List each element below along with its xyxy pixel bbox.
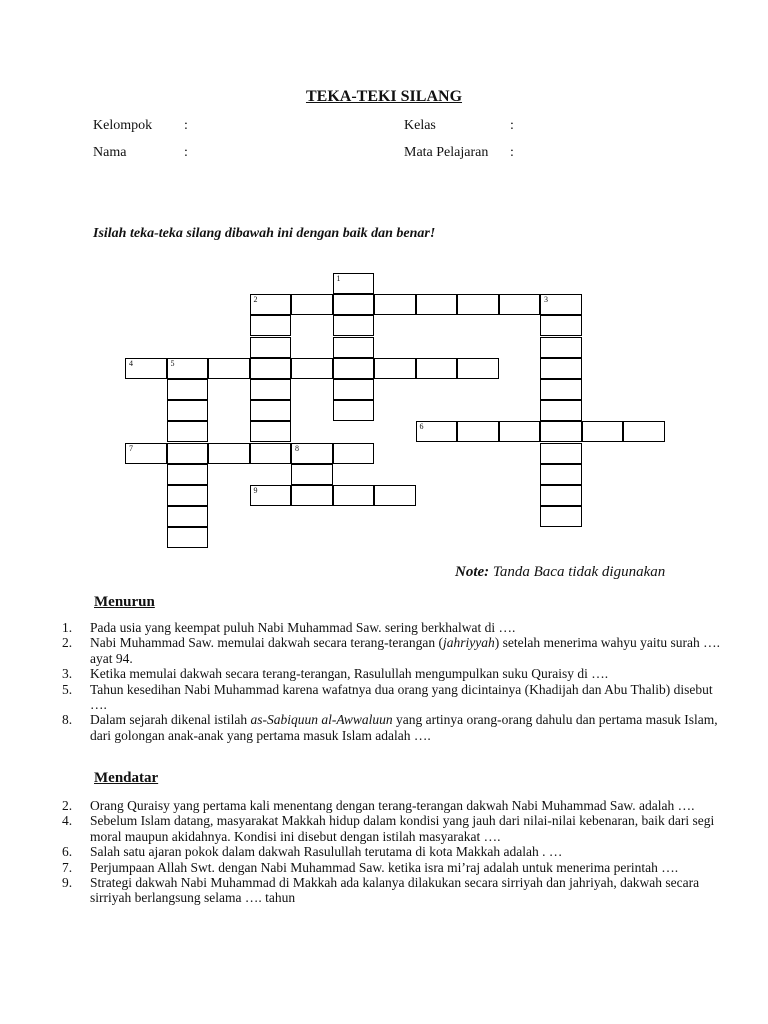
menurun-list bbox=[62, 620, 722, 743]
clue-number: 2. bbox=[62, 635, 73, 651]
crossword-cell[interactable] bbox=[540, 485, 582, 506]
crossword-cell[interactable] bbox=[374, 358, 416, 379]
crossword-cell[interactable] bbox=[374, 485, 416, 506]
clue-number-label: 5 bbox=[170, 358, 175, 368]
clue-text: Salah satu ajaran pokok dalam dakwah Rasulullah terutama di kota Makkah adalah . … bbox=[90, 844, 563, 860]
crossword-cell[interactable] bbox=[250, 400, 292, 421]
list-item bbox=[62, 682, 722, 713]
note bbox=[455, 564, 665, 581]
list-item bbox=[62, 620, 722, 635]
mendatar-heading: Mendatar bbox=[94, 770, 159, 786]
clue-number: 2. bbox=[62, 798, 73, 813]
crossword-cell[interactable] bbox=[250, 358, 292, 379]
clue-number: 8. bbox=[62, 712, 73, 728]
crossword-cell[interactable] bbox=[582, 421, 624, 442]
crossword-cell[interactable] bbox=[333, 485, 375, 506]
crossword-cell[interactable] bbox=[291, 464, 333, 485]
clue-number-label: 3 bbox=[544, 295, 548, 305]
crossword-cell[interactable] bbox=[333, 337, 375, 358]
kelas-colon: : bbox=[510, 118, 514, 133]
crossword-cell[interactable] bbox=[540, 337, 582, 358]
crossword-cell[interactable] bbox=[540, 358, 582, 379]
crossword-cell[interactable] bbox=[250, 421, 292, 442]
crossword-cell[interactable] bbox=[333, 358, 375, 379]
crossword-cell[interactable] bbox=[540, 400, 582, 421]
crossword-cell[interactable] bbox=[374, 294, 416, 315]
crossword-cell[interactable] bbox=[540, 506, 582, 527]
note-label: Note: bbox=[455, 564, 490, 580]
clue-text: Orang Quraisy yang pertama kali menentang dengan terang-terangan dakwah Nabi Muhammad Saw. adalah …. bbox=[90, 798, 695, 813]
menurun-heading: Menurun bbox=[94, 594, 155, 610]
clue-number: 5. bbox=[62, 681, 73, 697]
crossword-cell[interactable] bbox=[250, 443, 292, 464]
crossword-cell[interactable] bbox=[250, 379, 292, 400]
crossword-cell[interactable] bbox=[540, 421, 582, 442]
clue-number-label: 7 bbox=[129, 443, 133, 453]
kelas-label: Kelas bbox=[404, 118, 436, 133]
clue-text: Perjumpaan Allah Swt. dengan Nabi Muhammad Saw. ketika isra mi’raj adalah untuk menerima perintah …. bbox=[90, 859, 679, 875]
clue-number-label: 1 bbox=[336, 274, 341, 283]
crossword-cell[interactable] bbox=[416, 294, 458, 315]
clue-text: Tahun kesedihan Nabi Muhammad karena wafatnya dua orang yang dicintainya (Khadijah dan Abu Thalib) disebut …. bbox=[90, 681, 713, 713]
crossword-cell[interactable] bbox=[333, 379, 375, 400]
list-item bbox=[62, 712, 722, 743]
clue-number: 6. bbox=[62, 844, 73, 860]
clue-number: 9. bbox=[62, 875, 73, 891]
crossword-cell[interactable] bbox=[167, 400, 209, 421]
clue-number: 4. bbox=[62, 813, 73, 829]
note-text: Tanda Baca tidak digunakan bbox=[492, 564, 666, 580]
crossword-cell[interactable] bbox=[540, 294, 582, 315]
list-item bbox=[62, 635, 722, 666]
crossword-cell[interactable] bbox=[540, 379, 582, 400]
clue-number-label: 6 bbox=[419, 422, 424, 432]
crossword-cell[interactable] bbox=[540, 443, 582, 464]
crossword-cell[interactable] bbox=[416, 421, 458, 442]
clue-text: ) setelah menerima wahyu yaitu surah …. ayat 94. bbox=[90, 635, 721, 666]
clue-text: Ketika memulai dakwah secara terang-terangan, Rasulullah mengumpulkan suku Quraisy di …. bbox=[90, 666, 609, 682]
crossword-cell[interactable] bbox=[125, 358, 167, 379]
crossword-cell[interactable] bbox=[167, 358, 209, 379]
crossword-cell[interactable] bbox=[540, 315, 582, 336]
crossword-cell[interactable] bbox=[167, 421, 209, 442]
list-item bbox=[62, 666, 722, 681]
crossword-cell[interactable] bbox=[457, 294, 499, 315]
crossword-cell[interactable] bbox=[333, 315, 375, 336]
crossword-cell[interactable] bbox=[167, 443, 209, 464]
clue-italic: as-Sabiquun al-Awwaluun bbox=[250, 712, 393, 728]
crossword-cell[interactable] bbox=[250, 315, 292, 336]
clue-text: Sebelum Islam datang, masyarakat Makkah hidup dalam kondisi yang jauh dari nilai-nilai kebenaran, baik dari segi moral maupun akidahnya. Kondisi ini disebut dengan istilah masyarakat …. bbox=[90, 813, 715, 844]
crossword-cell[interactable] bbox=[208, 358, 250, 379]
crossword-cell[interactable] bbox=[250, 337, 292, 358]
clue-italic: jahriyyah bbox=[442, 635, 495, 651]
list-item bbox=[62, 798, 722, 813]
crossword-cell[interactable] bbox=[291, 485, 333, 506]
clue-text: Dalam sejarah dikenal istilah bbox=[90, 712, 251, 728]
page-title: TEKA-TEKI SILANG bbox=[305, 88, 463, 105]
clue-number-label: 4 bbox=[129, 358, 133, 368]
nama-colon: : bbox=[184, 145, 188, 160]
crossword-cell[interactable] bbox=[457, 358, 499, 379]
list-item bbox=[62, 875, 722, 906]
clue-number: 1. bbox=[62, 620, 73, 635]
crossword-cell[interactable] bbox=[623, 421, 665, 442]
crossword-cell[interactable] bbox=[333, 294, 375, 315]
kelompok-colon: : bbox=[184, 118, 188, 133]
crossword-cell[interactable] bbox=[333, 400, 375, 421]
mendatar-list bbox=[62, 798, 722, 906]
crossword-cell[interactable] bbox=[333, 273, 375, 294]
mapel-label: Mata Pelajaran bbox=[404, 145, 489, 160]
crossword-cell[interactable] bbox=[167, 527, 209, 548]
crossword-cell[interactable] bbox=[291, 294, 333, 315]
mapel-colon: : bbox=[510, 145, 514, 160]
crossword-cell[interactable] bbox=[250, 294, 292, 315]
crossword-cell[interactable] bbox=[333, 443, 375, 464]
clue-number: 7. bbox=[62, 859, 73, 875]
clue-number-label: 9 bbox=[253, 486, 258, 495]
clue-text: Nabi Muhammad Saw. memulai dakwah secara terang-terangan ( bbox=[90, 635, 443, 651]
clue-text: Pada usia yang keempat puluh Nabi Muhammad Saw. sering berkhalwat di …. bbox=[90, 620, 516, 635]
nama-label: Nama bbox=[93, 145, 127, 160]
clue-number-label: 8 bbox=[295, 443, 299, 453]
crossword-cell[interactable] bbox=[167, 506, 209, 527]
crossword-cell[interactable] bbox=[125, 443, 167, 464]
crossword-cell[interactable] bbox=[250, 485, 292, 506]
clue-text: Strategi dakwah Nabi Muhammad di Makkah ada kalanya dilakukan secara sirriyah dan jahriyah, dakwah secara sirriyah berlangsung selama …. tahun bbox=[90, 875, 700, 906]
crossword-cell[interactable] bbox=[291, 358, 333, 379]
clue-text: yang artinya orang-orang dahulu dan pertama masuk Islam, dari golongan anak-anak yang pertama masuk Islam adalah …. bbox=[90, 712, 718, 743]
list-item bbox=[62, 860, 722, 875]
instruction: Isilah teka-teka silang dibawah ini dengan baik dan benar! bbox=[93, 226, 436, 241]
clue-number-label: 2 bbox=[253, 295, 258, 305]
crossword-cell[interactable] bbox=[540, 464, 582, 485]
crossword-cell[interactable] bbox=[499, 294, 541, 315]
crossword-cell[interactable] bbox=[167, 485, 209, 506]
crossword-cell[interactable] bbox=[291, 443, 333, 464]
crossword-cell[interactable] bbox=[167, 464, 209, 485]
kelompok-label: Kelompok bbox=[93, 118, 153, 133]
clue-number: 3. bbox=[62, 666, 73, 682]
crossword-cell[interactable] bbox=[167, 379, 209, 400]
crossword-cell[interactable] bbox=[416, 358, 458, 379]
crossword-cell[interactable] bbox=[208, 443, 250, 464]
crossword-cell[interactable] bbox=[457, 421, 499, 442]
list-item bbox=[62, 844, 722, 859]
list-item bbox=[62, 813, 722, 844]
crossword-cell[interactable] bbox=[499, 421, 541, 442]
